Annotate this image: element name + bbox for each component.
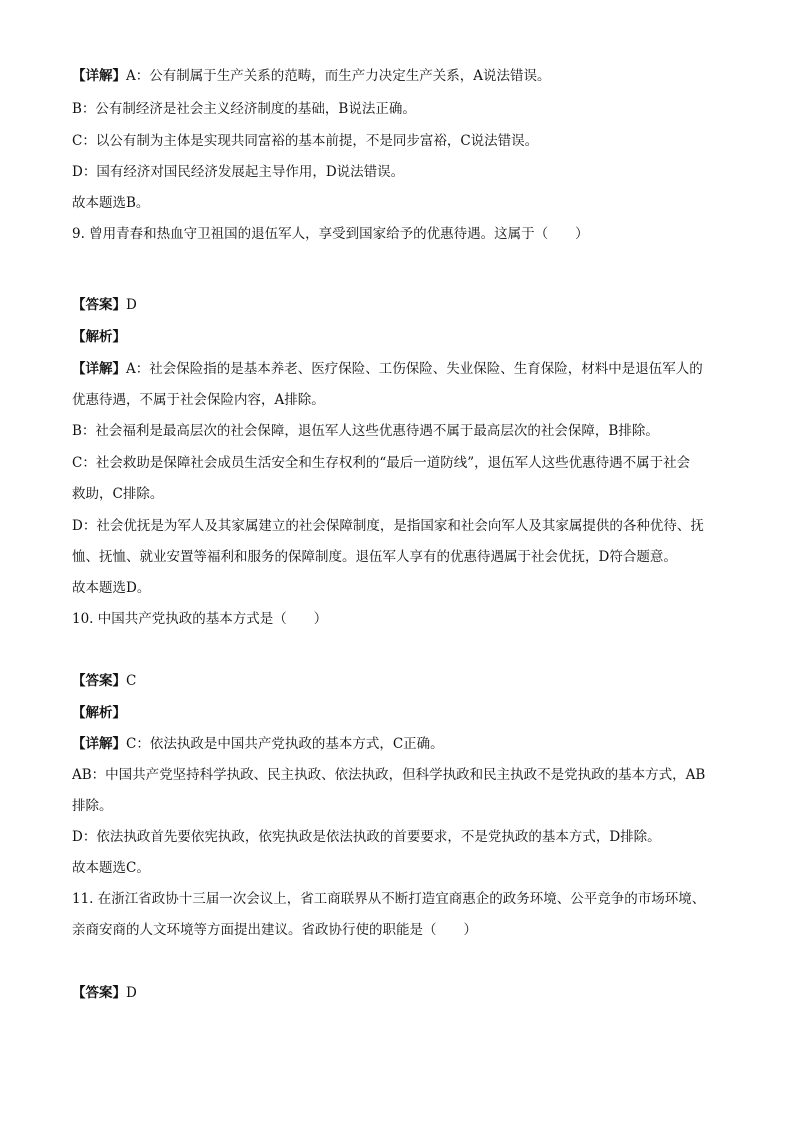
- q8-conclusion: 故本题选B。: [72, 195, 150, 211]
- answer-tag: 【答案】: [72, 297, 126, 313]
- q11-question-line1: 11. 在浙江省政协十三届一次会议上，省工商联界从不断打造宜商惠企的政务环境、公平竞争的市场环境、: [72, 891, 706, 907]
- q10-conclusion: 故本题选C。: [72, 860, 150, 876]
- answer-tag: 【答案】: [72, 985, 126, 1001]
- analysis-tag: 【解析】: [72, 329, 126, 345]
- q9-detail-c-line2: 救助，C排除。: [72, 486, 164, 502]
- q10-detail-d: D：依法执政首先要依宪执政，依宪执政是依法执政的首要要求，不是党执政的基本方式，D排除。: [72, 829, 661, 845]
- q11-answer: [72, 983, 732, 1003]
- q8-detail-a: [72, 66, 732, 86]
- q10-answer-value: C: [126, 673, 137, 689]
- q9-question: 9. 曾用青春和热血守卫祖国的退伍军人，享受到国家给予的优惠待遇。这属于（ ）: [72, 226, 589, 242]
- q9-detail-a-line2: 优惠待遇，不属于社会保险内容，A排除。: [72, 392, 325, 408]
- q10-detail-ab-line2: 排除。: [72, 798, 113, 814]
- q9-detail-b: B：社会福利是最高层次的社会保障，退伍军人这些优惠待遇不属于最高层次的社会保障，B排除。: [72, 423, 659, 439]
- q8-detail-a-text: A：公有制属于生产关系的范畴，而生产力决定生产关系，A说法错误。: [126, 68, 551, 84]
- q9-conclusion: 故本题选D。: [72, 580, 151, 596]
- q9-detail-c-line1: C：社会救助是保障社会成员生活安全和生存权利的“最后一道防线”，退伍军人这些优惠待遇不属于社会: [72, 455, 691, 471]
- analysis-tag: 【解析】: [72, 705, 126, 721]
- detail-tag: 【详解】: [72, 736, 126, 752]
- q10-detail-ab-line1: AB：中国共产党坚持科学执政、民主执政、依法执政，但科学执政和民主执政不是党执政的基本方式，AB: [72, 767, 706, 783]
- q8-detail-b: B：公有制经济是社会主义经济制度的基础，B说法正确。: [72, 101, 416, 117]
- q10-detail-c: [72, 734, 732, 754]
- q11-answer-value: D: [126, 985, 137, 1001]
- q9-analysis-heading: [72, 327, 732, 347]
- q9-detail-d-line1: D：社会优抚是为军人及其家属建立的社会保障制度，是指国家和社会向军人及其家属提供的各种优待、抚: [72, 518, 704, 534]
- detail-tag: 【详解】: [72, 361, 126, 377]
- q9-detail-a-text: A：社会保险指的是基本养老、医疗保险、工伤保险、失业保险、生育保险，材料中是退伍军人的: [126, 361, 703, 377]
- q8-detail-d: D：国有经济对国民经济发展起主导作用，D说法错误。: [72, 164, 405, 180]
- detail-tag: 【详解】: [72, 68, 126, 84]
- q9-answer: [72, 295, 732, 315]
- q11-question-line2: 亲商安商的人文环境等方面提出建议。省政协行使的职能是（ ）: [72, 922, 477, 938]
- q10-detail-c-text: C：依法执政是中国共产党执政的基本方式，C正确。: [126, 736, 444, 752]
- q10-answer: [72, 671, 732, 691]
- q8-detail-c: C：以公有制为主体是实现共同富裕的基本前提，不是同步富裕，C说法错误。: [72, 133, 539, 149]
- q10-question: 10. 中国共产党执政的基本方式是（ ）: [72, 611, 328, 627]
- q9-answer-value: D: [126, 297, 137, 313]
- q9-detail-a-line1: [72, 359, 732, 379]
- answer-tag: 【答案】: [72, 673, 126, 689]
- q10-analysis-heading: [72, 703, 732, 723]
- q9-detail-d-line2: 恤、抚恤、就业安置等福利和服务的保障制度。退伍军人享有的优惠待遇属于社会优抚，D符合题意。: [72, 549, 677, 565]
